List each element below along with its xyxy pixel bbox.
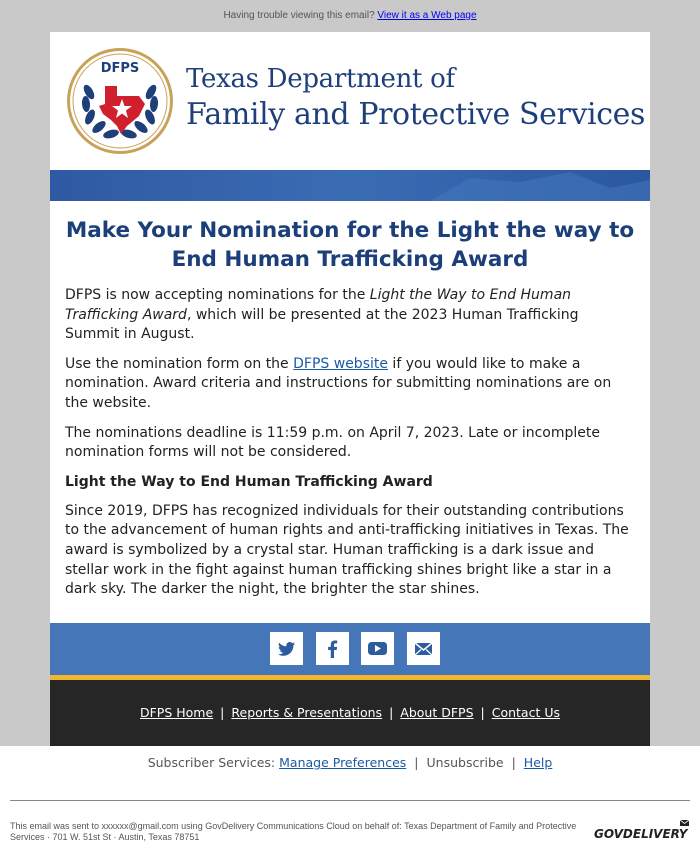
preheader (0, 10, 700, 21)
header-blue-stripe (50, 170, 650, 201)
brand-line2: Family and Protective Services (186, 97, 645, 132)
social-icons (270, 632, 447, 665)
email-icon[interactable] (407, 632, 440, 665)
footer-links (50, 705, 650, 720)
preheader-text: Having trouble viewing this email? (223, 10, 375, 21)
footer-separator: | (220, 705, 225, 720)
unsubscribe-link[interactable]: Unsubscribe (426, 755, 504, 770)
social-band (50, 623, 650, 675)
subscriber-separator: | (511, 755, 516, 770)
dfps-website-link[interactable]: DFPS website (293, 355, 388, 372)
email-header (50, 32, 650, 170)
govdelivery-logo[interactable] (594, 818, 690, 844)
paragraph-1 (65, 286, 635, 345)
brand-line1: Texas Department of (186, 64, 455, 94)
p2-start: Use the nomination form on the (65, 355, 294, 372)
youtube-icon[interactable] (361, 632, 394, 665)
footer-link-contact[interactable]: Contact Us (491, 705, 560, 720)
footer-separator: | (480, 705, 485, 720)
footer-rule (10, 800, 690, 801)
p2-end: if you would like to make a nomination. Award criteria and instructions for submitting nominations are on the website. (65, 355, 612, 411)
paragraph-4: Since 2019, DFPS has recognized individuals for their outstanding contributions to the advancement of human rights and anti-trafficking initiatives in Texas. The award is symbolized by a crystal star. Human trafficking is a dark issue and stellar work in the fight against human trafficking shines bright like a star in a dark sky. The darker the night, the brighter the star shines. (65, 502, 629, 598)
facebook-icon[interactable] (316, 632, 349, 665)
brand-wordmark (186, 62, 645, 134)
award-subheading: Light the Way to End Human Trafficking Award (65, 473, 433, 490)
footer-link-dfps-home[interactable]: DFPS Home (139, 705, 214, 720)
footer-nav (50, 680, 650, 746)
legal-text: This email was sent to xxxxxx@gmail.com using GovDelivery Communications Cloud on behalf of: Texas Department of Family and Protective Services · 701 W. 51st St · Austin, Texas 78751 (10, 821, 577, 842)
view-web-page-link[interactable]: View it as a Web page (377, 10, 477, 21)
article-title: Make Your Nomination for the Light the way to End Human Trafficking Award (65, 218, 635, 272)
govdelivery-text: GOVDELIVERY (594, 827, 688, 841)
help-link[interactable]: Help (523, 755, 553, 770)
twitter-icon[interactable] (270, 632, 303, 665)
subscriber-label: Subscriber Services: (147, 755, 276, 770)
manage-preferences-link[interactable]: Manage Preferences (279, 755, 407, 770)
footer-separator: | (389, 705, 394, 720)
dfps-seal-logo (65, 46, 175, 156)
paragraph-3: The nominations deadline is 11:59 p.m. on April 7, 2023. Late or incomplete nomination forms will not be considered. (65, 424, 600, 461)
subscriber-services (0, 755, 700, 770)
email-card (50, 32, 650, 746)
subscriber-separator: | (414, 755, 419, 770)
p1-start: DFPS is now accepting nominations for the (65, 287, 370, 303)
award-name-italic: Light the Way to End Human Trafficking Award (65, 287, 572, 323)
article-content (65, 216, 635, 610)
paragraph-2 (65, 355, 635, 414)
p1-end: , which will be presented at the 2023 Human Trafficking Summit in August. (65, 306, 579, 343)
seal-text: DFPS (100, 61, 140, 76)
footer-link-about[interactable]: About DFPS (400, 705, 474, 720)
footer-link-reports[interactable]: Reports & Presentations (231, 705, 383, 720)
